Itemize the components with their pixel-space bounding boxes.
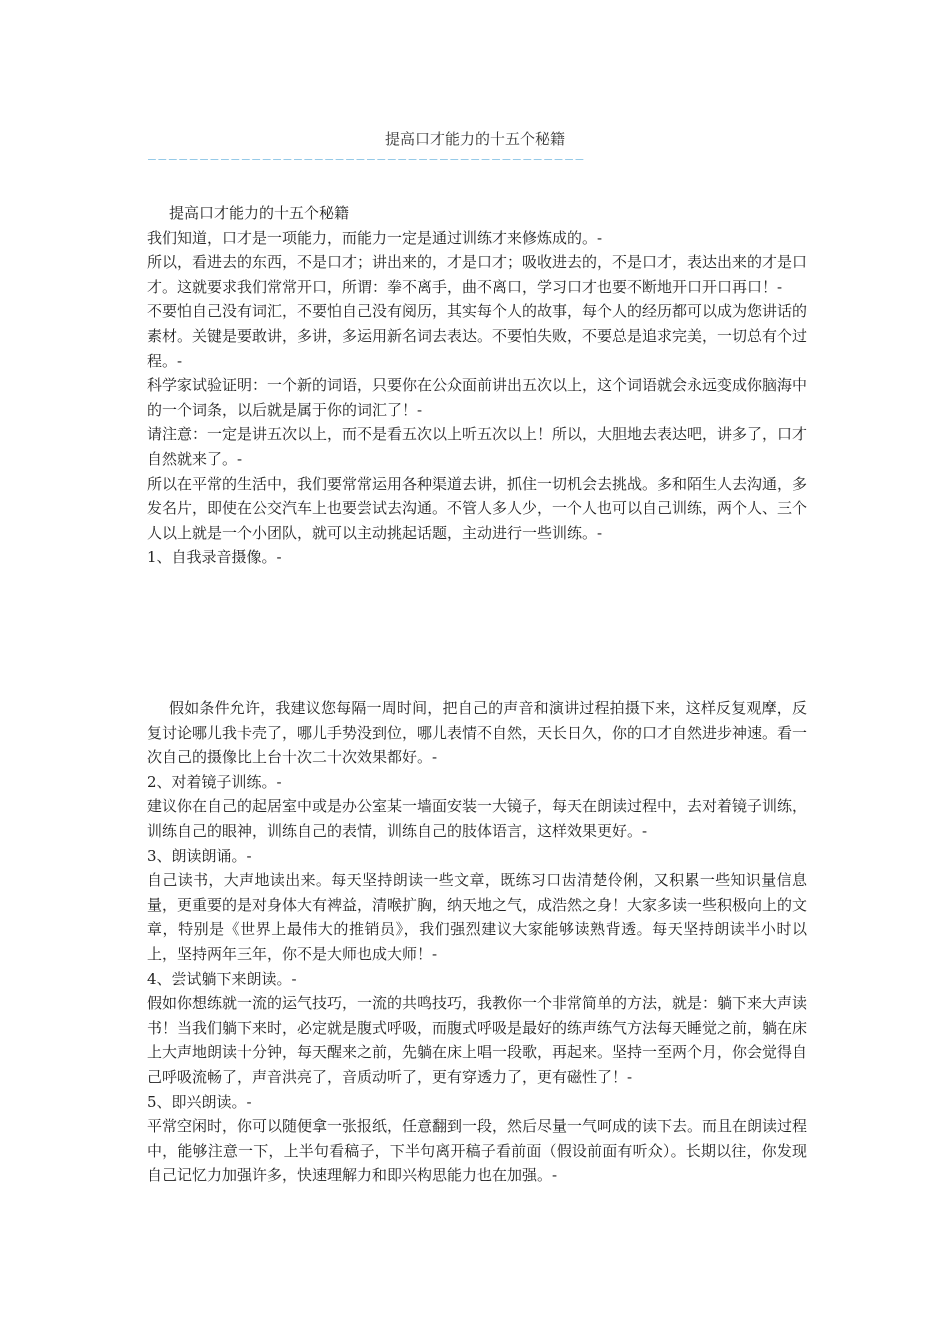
paragraph: 自己读书，大声地读出来。每天坚持朗读一些文章，既练习口齿清楚伶俐，又积累一些知识量信息量，更重要的是对身体大有裨益，清喉扩胸，纳天地之气，成浩然之身！大家多读一些积极向上的文章，特别是《世界上最伟大的推销员》，我们强烈建议大家能够读熟背透。每天坚持朗读半小时以上，坚持两年三年，你不是大师也成大师！- [147, 871, 808, 963]
paragraph: 平常空闲时，你可以随便拿一张报纸，任意翻到一段，然后尽量一气呵成的读下去。而且在朗读过程中，能够注意一下，上半句看稿子，下半句离开稿子看前面（假设前面有听众）。长期以往，你发现自己记忆力加强许多，快速理解力和即兴构思能力也在加强。- [147, 1117, 808, 1185]
paragraph: 不要怕自己没有词汇，不要怕自己没有阅历，其实每个人的故事，每个人的经历都可以成为您讲话的素材。关键是要敢讲，多讲，多运用新名词去表达。不要怕失败，不要总是追求完美，一切总有个过程。- [147, 302, 808, 370]
article-heading: 提高口才能力的十五个秘籍 [169, 204, 350, 222]
title-divider: —————————————————————————————————————————— [148, 153, 586, 167]
paragraph: 所以在平常的生活中，我们要常常运用各种渠道去讲，抓住一切机会去挑战。多和陌生人去沟通，多发名片，即使在公交汽车上也要尝试去沟通。不管人多人少，一个人也可以自己训练，两个人、三个人以上就是一个小团队，就可以主动挑起话题，主动进行一些训练。- [147, 474, 808, 542]
paragraph: 假如你想练就一流的运气技巧，一流的共鸣技巧，我教你一个非常简单的方法，就是：躺下来大声读书！当我们躺下来时，必定就是腹式呼吸，而腹式呼吸是最好的练声练气方法每天睡觉之前，躺在床上大声地朗读十分钟，每天醒来之前，先躺在床上唱一段歌，再起来。坚持一至两个月，你会觉得自己呼吸流畅了，声音洪亮了，音质动听了，更有穿透力了，更有磁性了！- [147, 994, 808, 1086]
section-heading-5: 5、即兴朗读。- [147, 1092, 252, 1111]
section-heading-2: 2、对着镜子训练。- [147, 772, 282, 791]
body-section-methods [147, 696, 807, 1188]
document-title: 提高口才能力的十五个秘籍 [384, 130, 565, 148]
section-heading-3: 3、朗读朗诵。- [147, 846, 252, 865]
section-heading-4: 4、尝试躺下来朗读。- [147, 969, 297, 988]
paragraph: 请注意：一定是讲五次以上，而不是看五次以上听五次以上！所以，大胆地去表达吧，讲多了，口才自然就来了。- [147, 425, 808, 468]
paragraph: 科学家试验证明：一个新的词语，只要你在公众面前讲出五次以上，这个词语就会永远变成你脑海中的一个词条，以后就是属于你的词汇了！- [147, 376, 808, 419]
paragraph: 建议你在自己的起居室中或是办公室某一墙面安装一大镜子，每天在朗读过程中，去对着镜子训练，训练自己的眼神，训练自己的表情，训练自己的肢体语言，这样效果更好。- [147, 797, 808, 840]
section-heading-1: 1、自我录音摄像。- [147, 548, 282, 567]
body-section-intro [147, 201, 807, 570]
paragraph: 假如条件允许，我建议您每隔一周时间，把自己的声音和演讲过程拍摄下来，这样反复观摩，反复讨论哪儿我卡壳了，哪儿手势没到位，哪儿表情不自然，天长日久，你的口才自然进步神速。看一次自己的摄像比上台十次二十次效果都好。- [147, 699, 808, 767]
paragraph: 我们知道，口才是一项能力，而能力一定是通过训练才来修炼成的。- [147, 228, 603, 247]
paragraph: 所以，看进去的东西，不是口才；讲出来的，才是口才；吸收进去的，不是口才，表达出来的才是口才。这就要求我们常常开口，所谓：拳不离手，曲不离口，学习口才也要不断地开口开口再口！- [147, 253, 808, 296]
